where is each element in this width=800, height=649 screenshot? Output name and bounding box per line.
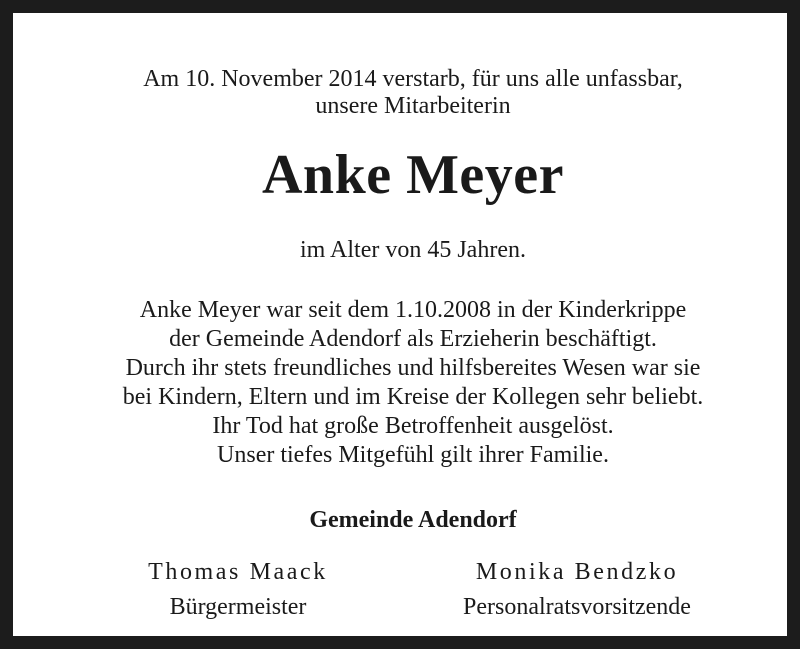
body-line-1: Anke Meyer war seit dem 1.10.2008 in der Kinderkrippe [139, 297, 687, 323]
body-line-6: Unser tiefes Mitgefühl gilt ihrer Familie. [217, 442, 609, 468]
signatory-role-left: Bürgermeister [169, 594, 307, 620]
intro-line-1: Am 10. November 2014 verstarb, für uns alle unfassbar, [143, 66, 683, 92]
age-line: im Alter von 45 Jahren. [300, 237, 526, 263]
intro-line-2: unsere Mitarbeiterin [315, 93, 511, 119]
signatory-role-right: Personalratsvorsitzende [463, 594, 691, 620]
body-line-2: der Gemeinde Adendorf als Erzieherin beschäftigt. [169, 326, 657, 352]
signatory-name-left: Thomas Maack [148, 559, 328, 585]
signatory-name-right: Monika Bendzko [475, 559, 679, 585]
organization-name: Gemeinde Adendorf [309, 507, 517, 533]
body-line-3: Durch ihr stets freundliches und hilfsbereites Wesen war sie [125, 355, 701, 381]
deceased-name: Anke Meyer [261, 144, 564, 206]
body-line-5: Ihr Tod hat große Betroffenheit ausgelöst. [212, 413, 614, 439]
body-line-4: bei Kindern, Eltern und im Kreise der Kollegen sehr beliebt. [122, 384, 704, 410]
